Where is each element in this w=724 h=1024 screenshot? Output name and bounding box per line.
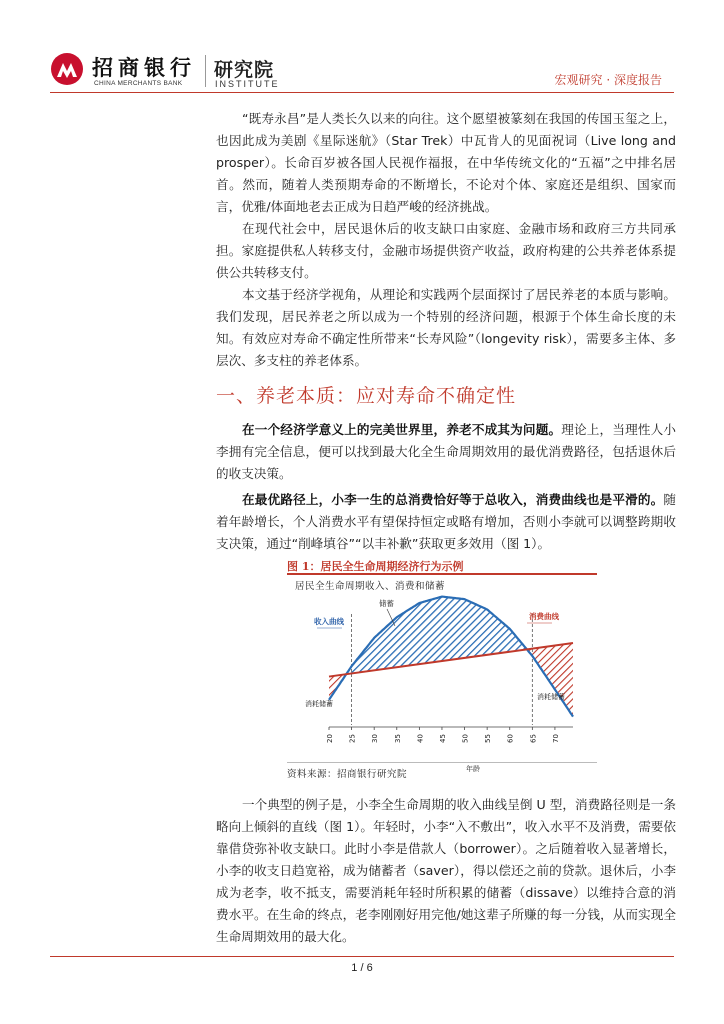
paragraph-perfect-world-body: 理论上，当理性人小李拥有完全信息，便可以找到最大化全生命周期效用的最优消费路径，包括退休后的收支决策。 [216, 422, 677, 481]
section-title: 一、养老本质：应对寿命不确定性 [216, 385, 517, 407]
report-type: 宏观研究 · 深度报告 [554, 73, 662, 87]
paragraph-gap: 在现代社会中，居民退休后的收支缺口由家庭、金融市场和政府三方共同承担。家庭提供私人转移支付，金融市场提供资产收益，政府构建的公共养老体系提供公共转移支付。 [216, 221, 676, 280]
page-header [0, 0, 724, 102]
x-axis-label: 年龄 [466, 765, 480, 773]
paragraph-optimal-path-body: 随着年龄增长，个人消费水平有望保持恒定或略有增加，否则小李就可以调整跨期收支决策，通过“削峰填谷”“以丰补歉”获取更多效用（图 1）。 [216, 492, 676, 551]
paragraph-perfect-world [216, 419, 676, 485]
figure-title-rule [287, 573, 597, 575]
x-tick-label-35: 35 [393, 734, 402, 743]
header-divider [50, 92, 674, 93]
label-savings: 储蓄 [379, 599, 394, 608]
lifecycle-chart [287, 588, 597, 773]
paragraph-summary: 本文基于经济学视角，从理论和实践两个层面探讨了居民养老的本质与影响。我们发现，居民养老之所以成为一个特别的经济问题，根源于个体生命长度的未知。有效应对寿命不确定性所带来“长寿风险”（longevity risk），需要多主体、多层次、多支柱的养老体系。 [216, 287, 676, 368]
page-number: 1 / 6 [351, 962, 373, 974]
label-dissave-left: 消耗储蓄 [305, 700, 333, 708]
figure-source-rule [287, 762, 597, 763]
label-income-curve: 收入曲线 [314, 617, 344, 626]
x-tick-label-70: 70 [551, 734, 560, 743]
paragraph-perfect-world-lead: 在一个经济学意义上的完美世界里，养老不成其为问题。 [242, 422, 562, 437]
bank-name-en: CHINA MERCHANTS BANK [94, 80, 183, 87]
label-consumption-curve: 消费曲线 [529, 612, 559, 621]
institute-name: 研究院 [214, 59, 275, 81]
x-tick-label-45: 45 [438, 734, 447, 743]
paragraph-optimal-path [216, 489, 676, 555]
footer-divider [50, 956, 674, 957]
x-tick-label-40: 40 [416, 734, 425, 743]
x-tick-label-55: 55 [484, 734, 493, 743]
x-tick-label-50: 50 [461, 734, 470, 743]
x-tick-label-65: 65 [529, 734, 538, 743]
x-tick-label-60: 60 [506, 734, 515, 743]
bank-name: 招商银行 [92, 56, 196, 80]
figure-subtitle: 居民全生命周期收入、消费和储蓄 [295, 581, 446, 592]
x-tick-label-30: 30 [371, 734, 380, 743]
paragraph-intro: “既寿永昌”是人类长久以来的向往。这个愿望被篆刻在我国的传国玉玺之上，也因此成为美剧《星际迷航》（Star Trek）中瓦肯人的见面祝词（Live long and prosper）。长命百岁被各国人民视作福报，在中华传统文化的“五福”之中排名居首。然而，随着人类预期寿命的不断增长，不论对个体、家庭还是组织、国家而言，优雅/体面地老去正成为日趋严峻的经济挑战。 [216, 111, 676, 214]
figure-title: 图 1：居民全生命周期经济行为示例 [287, 560, 464, 573]
figure-source: 资料来源：招商银行研究院 [287, 769, 408, 780]
x-tick-label-25: 25 [348, 734, 357, 743]
x-tick-label-20: 20 [326, 734, 334, 743]
logo-divider [205, 55, 206, 87]
cmb-logo-icon [50, 52, 84, 86]
paragraph-example: 一个典型的例子是，小李全生命周期的收入曲线呈倒 U 型，消费路径则是一条略向上倾斜的直线（图 1）。年轻时，小李“入不敷出”，收入水平不及消费，需要依靠借贷弥补收支缺口。此时小李是借款人（borrower）。之后随着收入显著增长，小李的收支日趋宽裕，成为储蓄者（saver），得以偿还之前的贷款。退休后，小李成为老李，收不抵支，需要消耗年轻时所积累的储蓄（dissave）以维持合意的消费水平。在生命的终点，老李刚刚好用完他/她这辈子所赚的每一分钱，从而实现全生命周期效用的最大化。 [216, 797, 676, 944]
institute-name-en: INSTITUTE [215, 79, 280, 89]
paragraph-optimal-path-lead: 在最优路径上，小李一生的总消费恰好等于总收入，消费曲线也是平滑的。 [242, 492, 664, 507]
label-dissave-right: 消耗储蓄 [537, 693, 565, 701]
